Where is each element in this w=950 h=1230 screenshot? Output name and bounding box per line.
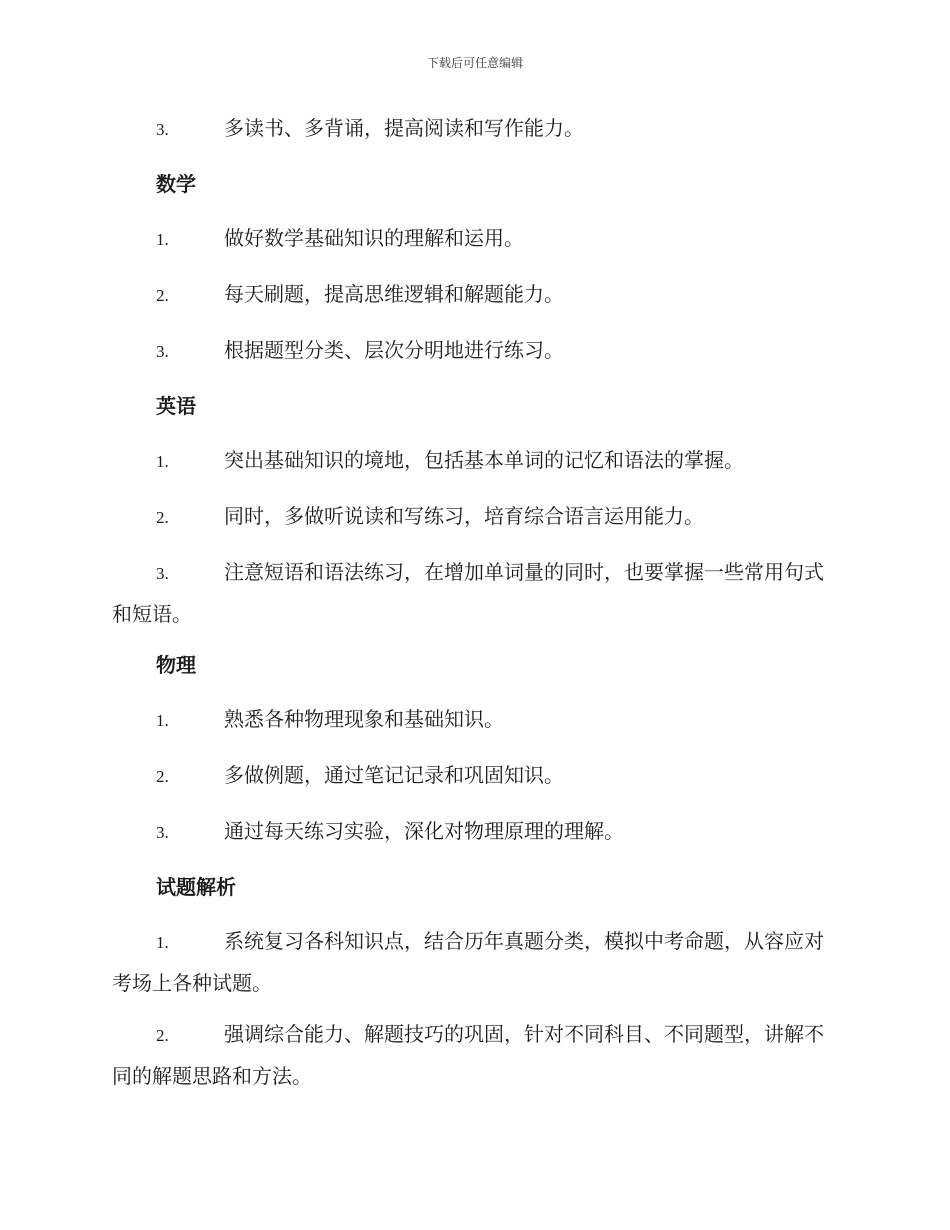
item-number: 1. <box>156 452 169 471</box>
item-text: 突出基础知识的境地，包括基本单词的记忆和语法的掌握。 <box>224 448 744 472</box>
item-text: 同时，多做听说读和写练习，培育综合语言运用能力。 <box>224 504 704 528</box>
list-item <box>112 108 834 150</box>
item-number: 3. <box>156 342 169 361</box>
list-item <box>112 552 834 634</box>
list-item <box>112 755 834 797</box>
item-text: 系统复习各科知识点，结合历年真题分类，模拟中考命题，从容应对考场上各种试题。 <box>112 929 824 995</box>
section-heading-physics: 物理 <box>156 653 196 677</box>
list-item <box>112 699 834 741</box>
list-item <box>112 274 834 316</box>
item-text: 根据题型分类、层次分明地进行练习。 <box>224 338 564 362</box>
item-number: 1. <box>156 230 169 249</box>
list-item <box>112 921 834 1003</box>
list-item <box>112 811 834 853</box>
item-number: 1. <box>156 933 169 952</box>
list-item <box>112 440 834 482</box>
item-number: 2. <box>156 767 169 786</box>
list-item <box>112 330 834 372</box>
item-text: 多读书、多背诵，提高阅读和写作能力。 <box>224 116 584 140</box>
item-text: 注意短语和语法练习，在增加单词量的同时，也要掌握一些常用句式和短语。 <box>112 560 824 626</box>
item-number: 2. <box>156 286 169 305</box>
list-item <box>112 218 834 260</box>
list-item <box>112 1014 834 1096</box>
document-body <box>112 108 834 1107</box>
item-number: 3. <box>156 120 169 139</box>
item-text: 每天刷题，提高思维逻辑和解题能力。 <box>224 282 564 306</box>
item-number: 3. <box>156 823 169 842</box>
section-heading-math: 数学 <box>156 172 196 196</box>
item-text: 做好数学基础知识的理解和运用。 <box>224 226 524 250</box>
item-text: 通过每天练习实验，深化对物理原理的理解。 <box>224 819 624 843</box>
section-heading-english: 英语 <box>156 394 196 418</box>
item-number: 2. <box>156 1026 169 1045</box>
list-item <box>112 496 834 538</box>
item-number: 3. <box>156 564 169 583</box>
item-text: 熟悉各种物理现象和基础知识。 <box>224 707 504 731</box>
item-number: 1. <box>156 711 169 730</box>
section-heading-exam-analysis: 试题解析 <box>156 875 236 899</box>
item-text: 强调综合能力、解题技巧的巩固，针对不同科目、不同题型，讲解不同的解题思路和方法。 <box>112 1022 824 1088</box>
page-header: 下载后可任意编辑 <box>426 56 523 70</box>
item-number: 2. <box>156 508 169 527</box>
item-text: 多做例题，通过笔记记录和巩固知识。 <box>224 763 564 787</box>
